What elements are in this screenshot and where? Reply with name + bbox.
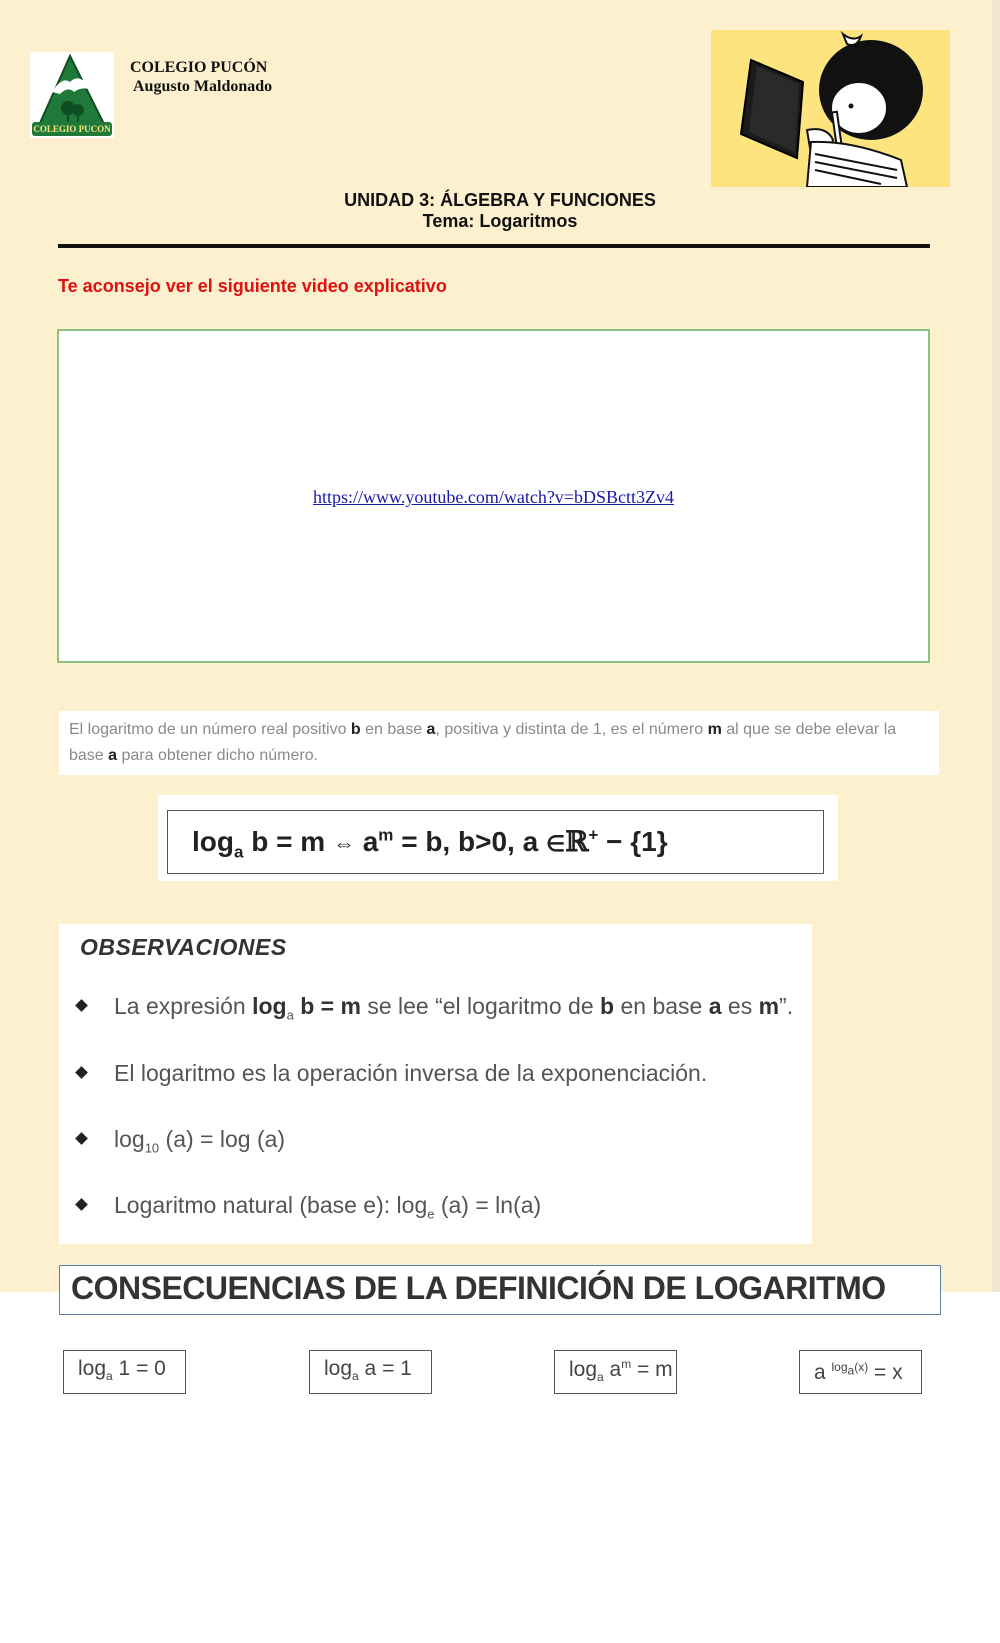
- element-of-symbol: ∈: [545, 831, 566, 856]
- logo-text: COLEGIO PUCON: [33, 124, 111, 134]
- obs-bold: m: [758, 993, 780, 1019]
- definition-text: , positiva y distinta de 1, es el número: [435, 721, 708, 738]
- formula-base: a: [234, 842, 244, 862]
- cons-arg: (x): [854, 1360, 869, 1374]
- observation-item: [77, 993, 793, 1027]
- obs-text: (a) = log (a): [159, 1126, 286, 1152]
- definition-paragraph: [59, 711, 939, 775]
- cons-text: = x: [868, 1361, 903, 1384]
- definition-bold-b: b: [350, 721, 361, 738]
- video-link[interactable]: https://www.youtube.com/watch?v=bDSBctt3Zv4: [313, 487, 674, 507]
- formula-log: log: [192, 826, 234, 857]
- cons-sub: a: [352, 1369, 359, 1384]
- diamond-bullet-icon: [75, 1199, 88, 1212]
- obs-bold: a: [708, 993, 722, 1019]
- obs-sub: 10: [144, 1140, 160, 1156]
- obs-sub: a: [286, 1007, 294, 1023]
- school-logo: [30, 52, 114, 138]
- cons-log: log: [324, 1357, 353, 1380]
- obs-log: log: [114, 1126, 145, 1152]
- school-name: COLEGIO PUCÓN: [130, 59, 268, 76]
- school-heading: [130, 58, 272, 96]
- reading-girl-illustration: [711, 30, 950, 187]
- definition-bold-a: a: [108, 747, 118, 764]
- reading-girl-drawing: [711, 30, 950, 187]
- formula-a: a: [354, 826, 379, 857]
- video-advice: Te aconsejo ver el siguiente video explicativo: [58, 276, 447, 296]
- definition-text: para obtener dicho número.: [117, 747, 319, 764]
- obs-text: es: [721, 993, 759, 1019]
- cons-text: a: [603, 1358, 622, 1381]
- obs-text: El logaritmo es la operación inversa de la exponenciación.: [114, 1060, 708, 1086]
- diamond-bullet-icon: [75, 1133, 88, 1146]
- formula-lhs: b = m: [243, 826, 333, 857]
- obs-text: en base: [614, 993, 709, 1019]
- logo-emblem: [30, 52, 114, 138]
- obs-bold: b = m: [293, 993, 361, 1019]
- obs-text: ”.: [779, 993, 794, 1019]
- observation-item: [77, 1060, 707, 1094]
- video-frame: [57, 329, 930, 663]
- cons-log: log: [569, 1358, 598, 1381]
- school-subtitle: Augusto Maldonado: [133, 78, 273, 95]
- observation-item: [77, 1126, 285, 1160]
- consequences-title: CONSECUENCIAS DE LA DEFINICIÓN DE LOGARITMO: [59, 1265, 941, 1315]
- obs-text: (a) = ln(a): [434, 1192, 542, 1218]
- obs-sub: e: [427, 1206, 435, 1222]
- definition-bold-a: a: [426, 721, 436, 738]
- obs-bold: b: [600, 993, 615, 1019]
- unit-title: UNIDAD 3: ÁLGEBRA Y FUNCIONES: [344, 190, 656, 210]
- cons-sub: a: [847, 1363, 855, 1378]
- obs-text: se lee “el logaritmo de: [360, 993, 601, 1019]
- cons-text: a: [814, 1361, 832, 1384]
- obs-log: log: [252, 993, 287, 1019]
- cons-text: = m: [631, 1358, 673, 1381]
- consequence-log-base: [309, 1350, 432, 1394]
- logarithm-formula: [167, 810, 824, 874]
- cons-sub: a: [106, 1369, 113, 1384]
- reals-symbol: ℝ: [565, 825, 589, 858]
- observations-title: OBSERVACIONES: [80, 934, 287, 960]
- cons-log: log: [831, 1360, 848, 1374]
- header-divider: [58, 244, 930, 248]
- formula-panel: [158, 795, 838, 881]
- formula-tail: − {1}: [598, 826, 668, 857]
- definition-text: en base: [360, 721, 427, 738]
- cons-text: 1 = 0: [112, 1357, 166, 1380]
- definition-bold-m: m: [707, 721, 722, 738]
- unit-heading: [0, 190, 1000, 232]
- obs-text: Logaritmo natural (base e): log: [114, 1192, 428, 1218]
- observations-panel: [59, 924, 812, 1244]
- topic-title: Tema: Logaritmos: [422, 211, 578, 231]
- cons-sub: a: [597, 1370, 604, 1385]
- cons-text: a = 1: [358, 1357, 412, 1380]
- obs-text: La expresión: [114, 993, 253, 1019]
- cons-sup: m: [621, 1357, 632, 1371]
- diamond-bullet-icon: [75, 1000, 88, 1013]
- iff-symbol: ⇔: [332, 831, 355, 856]
- formula-rhs: = b, b>0, a: [393, 826, 546, 857]
- consequence-log-one: [63, 1350, 186, 1394]
- consequence-log-power: [554, 1350, 677, 1394]
- observation-item: [77, 1192, 541, 1226]
- consequence-inverse: [799, 1350, 922, 1394]
- diamond-bullet-icon: [75, 1067, 88, 1080]
- formula-exponent: m: [378, 825, 394, 845]
- formula-plus: +: [588, 825, 599, 845]
- definition-text: al que se debe elevar la base: [69, 721, 897, 764]
- definition-text: El logaritmo de un número real positivo: [69, 721, 351, 738]
- cons-log: log: [78, 1357, 107, 1380]
